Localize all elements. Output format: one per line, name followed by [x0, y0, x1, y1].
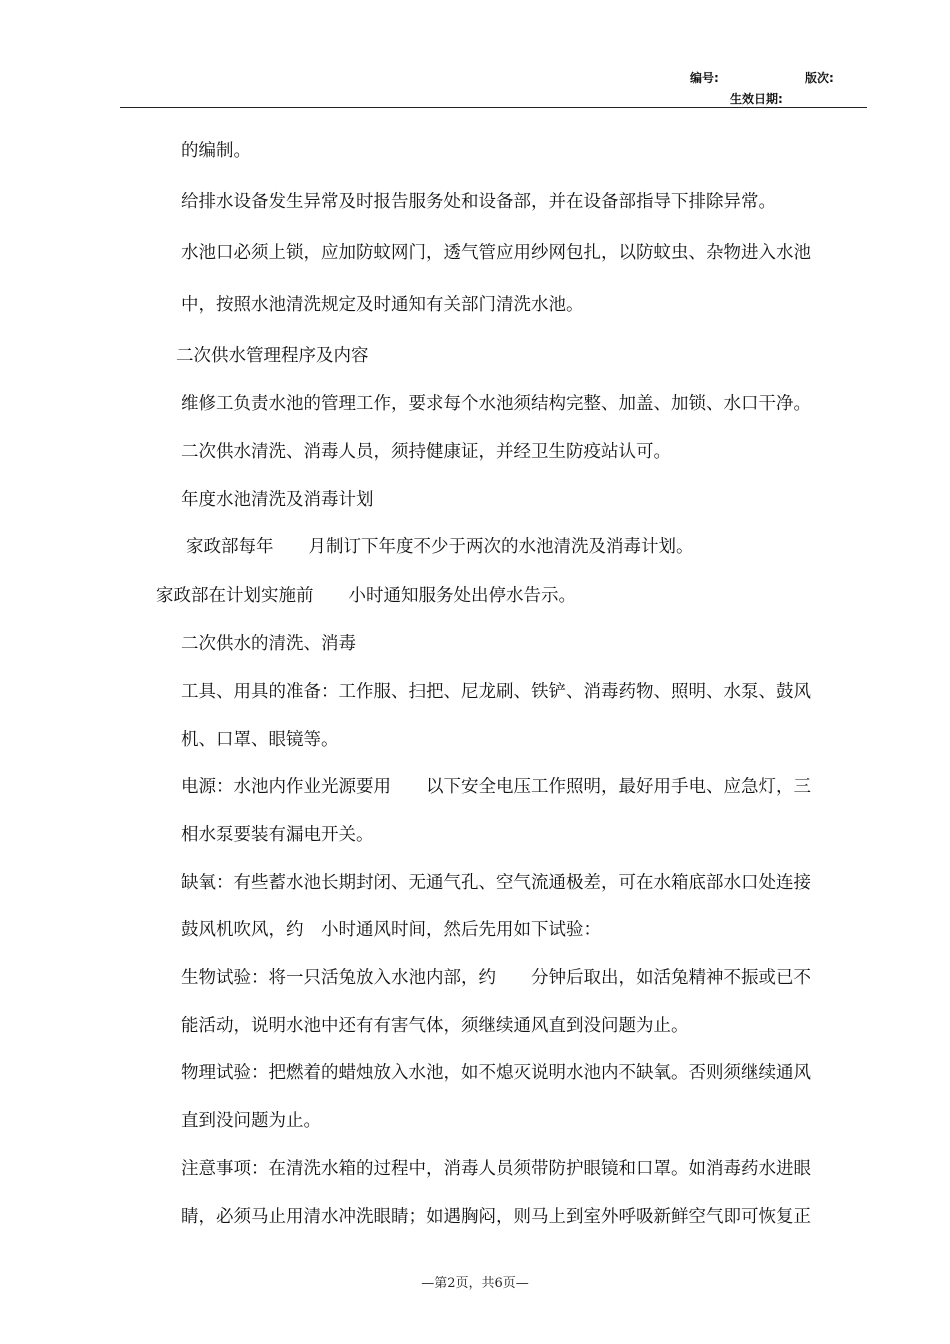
body-line: 维修工负责水池的管理工作，要求每个水池须结构完整、加盖、加锁、水口干净。: [181, 394, 811, 414]
body-line: 机、口罩、眼镜等。: [181, 730, 339, 750]
body-line: 相水泵要装有漏电开关。: [181, 825, 374, 845]
body-line: 鼓风机吹风，约 小时通风时间，然后先用如下试验：: [181, 920, 601, 940]
body-line: 物理试验：把燃着的蜡烛放入水池，如不熄灭说明水池内不缺氧。否则须继续通风: [181, 1063, 811, 1083]
body-line: 缺氧：有些蓄水池长期封闭、无通气孔、空气流通极差，可在水箱底部水口处连接: [181, 873, 811, 893]
effective-date-label: 生效日期:: [730, 92, 783, 106]
body-line: 中，按照水池清洗规定及时通知有关部门清洗水池。: [181, 295, 584, 315]
body-line: 睛，必须马止用清水冲洗眼睛；如遇胸闷，则马上到室外呼吸新鲜空气即可恢复正: [181, 1207, 811, 1227]
body-line: 水池口必须上锁，应加防蚊网门，透气管应用纱网包扎，以防蚊虫、杂物进入水池: [181, 243, 811, 263]
body-line: 生物试验：将一只活兔放入水池内部，约 分钟后取出，如活兔精神不振或已不: [181, 968, 811, 988]
body-line: 家政部每年 月制订下年度不少于两次的水池清洗及消毒计划。: [186, 537, 694, 557]
body-line: 工具、用具的准备：工作服、扫把、尼龙刷、铁铲、消毒药物、照明、水泵、鼓风: [181, 682, 811, 702]
body-line: 二次供水清洗、消毒人员，须持健康证，并经卫生防疫站认可。: [181, 442, 671, 462]
body-line: 注意事项：在清洗水箱的过程中，消毒人员须带防护眼镜和口罩。如消毒药水进眼: [181, 1159, 811, 1179]
body-line: 的编制。: [181, 141, 251, 161]
section-heading: 年度水池清洗及消毒计划: [181, 490, 374, 510]
body-line: 能活动，说明水池中还有有害气体，须继续通风直到没问题为止。: [181, 1016, 689, 1036]
body-line: 直到没问题为止。: [181, 1111, 321, 1131]
doc-version-label: 版次:: [805, 71, 834, 85]
section-heading: 二次供水管理程序及内容: [176, 346, 369, 366]
body-line: 给排水设备发生异常及时报告服务处和设备部，并在设备部指导下排除异常。: [181, 192, 776, 212]
body-line: 电源：水池内作业光源要用 以下安全电压工作照明，最好用手电、应急灯，三: [181, 777, 811, 797]
header-divider: [120, 107, 867, 108]
body-line: 家政部在计划实施前 小时通知服务处出停水告示。: [156, 586, 576, 606]
doc-number-label: 编号:: [690, 71, 719, 85]
page-footer: —第2页，共6页—: [421, 1276, 529, 1291]
section-heading: 二次供水的清洗、消毒: [181, 634, 356, 654]
